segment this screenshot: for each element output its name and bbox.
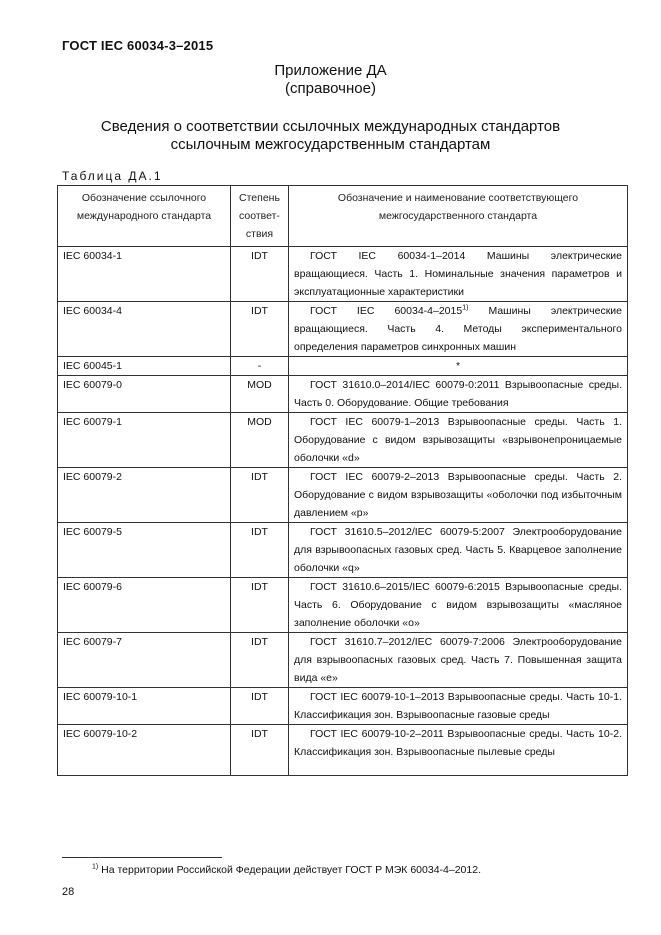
cell-desc-text <box>294 302 622 356</box>
cell-desc-title: Машины электрические вращающиеся. Часть 4. Методы экспериментального определения параметров синхронных машин <box>294 305 622 353</box>
cell-desc-text: ГОСТ IEC 60079-10-2–2011 Взрывоопасные среды. Часть 10-2. Классификация зон. Взрывоопасные пылевые среды <box>294 728 622 758</box>
appendix-subtitle: (справочное) <box>285 80 376 97</box>
section-title-line-2: ссылочным межгосударственным стандартам <box>170 136 491 153</box>
cell-desc-text: ГОСТ 31610.5–2012/IEC 60079-5:2007 Электрооборудование для взрывоопасных газовых сред. Часть 5. Кварцевое заполнение оболочки «q» <box>294 526 622 574</box>
correspondence-table <box>57 185 628 776</box>
cell-degree: IDT <box>231 578 289 633</box>
table-row <box>58 468 628 523</box>
cell-desc-text: ГОСТ IEC 60034-1–2014 Машины электрические вращающиеся. Часть 1. Номинальные значения параметров и эксплуатационные характеристики <box>294 250 622 298</box>
cell-degree: IDT <box>231 247 289 302</box>
cell-degree: IDT <box>231 725 289 776</box>
cell-desc <box>289 468 628 523</box>
section-heading <box>0 118 661 154</box>
cell-desc <box>289 725 628 776</box>
table-row <box>58 688 628 725</box>
table-header-row <box>58 186 628 247</box>
table-row <box>58 523 628 578</box>
cell-desc <box>289 247 628 302</box>
cell-desc <box>289 523 628 578</box>
appendix-title: Приложение ДА <box>274 62 387 79</box>
table-row <box>58 376 628 413</box>
cell-ref: IEC 60034-4 <box>58 302 231 357</box>
cell-desc-text: ГОСТ IEC 60079-10-1–2013 Взрывоопасные среды. Часть 10-1. Классификация зон. Взрывоопасные газовые среды <box>294 691 622 721</box>
cell-desc <box>289 413 628 468</box>
cell-ref: IEC 60079-10-2 <box>58 725 231 776</box>
footnote-divider <box>62 857 222 858</box>
cell-ref: IEC 60079-5 <box>58 523 231 578</box>
footnote-ref-mark: 1) <box>462 304 469 312</box>
cell-desc <box>289 376 628 413</box>
cell-desc <box>289 633 628 688</box>
cell-ref: IEC 60079-10-1 <box>58 688 231 725</box>
cell-ref: IEC 60045-1 <box>58 357 231 376</box>
section-title-line-1: Сведения о соответствии ссылочных международных стандартов <box>100 118 561 135</box>
header-degree: Степень соответ-ствия <box>231 186 289 247</box>
table-row <box>58 413 628 468</box>
cell-desc-text: ГОСТ 31610.7–2012/IEC 60079-7:2006 Электрооборудование для взрывоопасных газовых сред. Часть 7. Повышенная защита вида «e» <box>294 636 622 684</box>
header-interstate-standard: Обозначение и наименование соответствующего межгосударственного стандарта <box>289 186 628 247</box>
cell-degree: IDT <box>231 302 289 357</box>
table-row <box>58 247 628 302</box>
cell-ref: IEC 60079-1 <box>58 413 231 468</box>
cell-degree: IDT <box>231 468 289 523</box>
appendix-heading <box>0 62 661 98</box>
cell-degree: IDT <box>231 688 289 725</box>
table-caption: Таблица ДА.1 <box>62 169 163 183</box>
table-row <box>58 725 628 776</box>
cell-degree: MOD <box>231 376 289 413</box>
footnote-mark: 1) <box>92 863 99 871</box>
table-row <box>58 357 628 376</box>
cell-desc <box>289 302 628 357</box>
header-international-standard: Обозначение ссылочного международного стандарта <box>58 186 231 247</box>
document-code-header: ГОСТ IEC 60034-3–2015 <box>62 38 214 53</box>
cell-desc-text: ГОСТ IEC 60079-2–2013 Взрывоопасные среды. Часть 2. Оборудование с видом взрывозащиты «оболочки под избыточным давлением «p» <box>294 471 622 519</box>
footnote-text: На территории Российской Федерации действует ГОСТ Р МЭК 60034-4–2012. <box>98 864 481 876</box>
table-row <box>58 578 628 633</box>
cell-desc-text: ГОСТ 31610.0–2014/IEC 60079-0:2011 Взрывоопасные среды. Часть 0. Оборудование. Общие требования <box>294 379 622 409</box>
cell-desc-text: ГОСТ IEC 60079-1–2013 Взрывоопасные среды. Часть 1. Оборудование с видом взрывозащиты «взрывонепроницаемые оболочки «d» <box>294 416 622 464</box>
table-row <box>58 302 628 357</box>
cell-ref: IEC 60034-1 <box>58 247 231 302</box>
cell-ref: IEC 60079-0 <box>58 376 231 413</box>
cell-degree: IDT <box>231 523 289 578</box>
cell-degree: - <box>231 357 289 376</box>
cell-ref: IEC 60079-6 <box>58 578 231 633</box>
cell-ref: IEC 60079-7 <box>58 633 231 688</box>
cell-desc-designation: ГОСТ IEC 60034-4–2015 <box>310 305 463 317</box>
cell-desc-text: ГОСТ 31610.6–2015/IEC 60079-6:2015 Взрывоопасные среды. Часть 6. Оборудование с видом взрывозащиты «масляное заполнение оболочки «o» <box>294 581 622 629</box>
cell-desc <box>289 578 628 633</box>
cell-desc: * <box>289 357 628 376</box>
footnote <box>92 864 481 876</box>
cell-ref: IEC 60079-2 <box>58 468 231 523</box>
cell-desc <box>289 688 628 725</box>
table-row <box>58 633 628 688</box>
cell-degree: MOD <box>231 413 289 468</box>
cell-degree: IDT <box>231 633 289 688</box>
page-number: 28 <box>62 886 75 898</box>
